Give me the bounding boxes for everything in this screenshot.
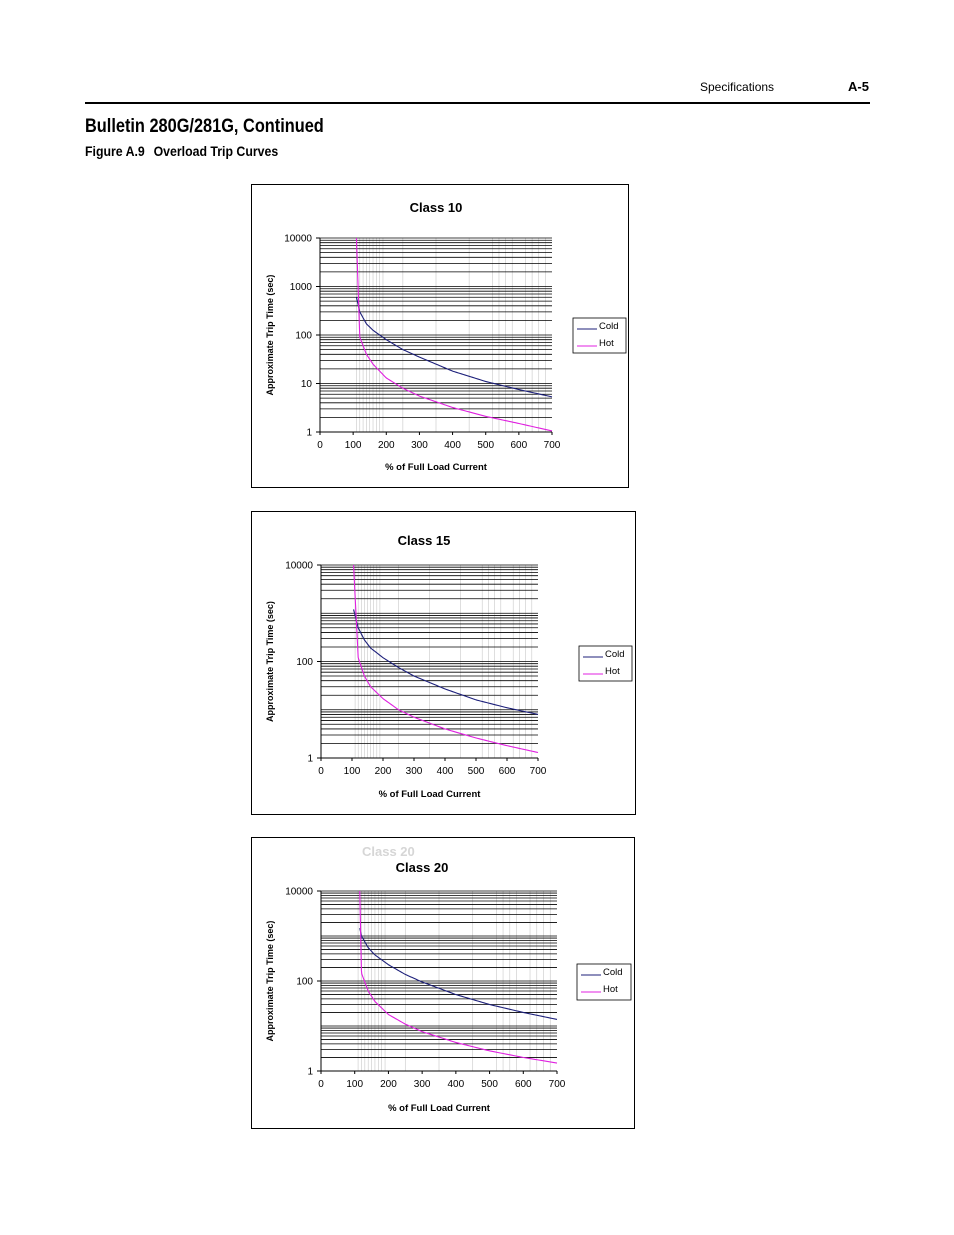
x-tick-label: 0 — [317, 440, 323, 451]
x-axis-label: % of Full Load Current — [388, 1103, 490, 1114]
chart-svg — [252, 512, 635, 814]
legend-label-cold: Cold — [599, 321, 619, 332]
x-tick-label: 400 — [436, 766, 454, 777]
figure-number: Figure A.9 — [85, 143, 145, 159]
y-axis-label: Approximate Trip Time (sec) — [265, 274, 275, 396]
chart-title: Class 20 — [395, 860, 449, 875]
header-section-label: Specifications — [700, 80, 775, 94]
y-tick-label: 1000 — [289, 282, 312, 293]
series-line-cold — [360, 928, 557, 1019]
series-line-hot — [356, 238, 552, 431]
legend-label-cold: Cold — [605, 649, 625, 660]
figure-caption-text: Overload Trip Curves — [153, 143, 279, 159]
x-tick-label: 500 — [481, 1079, 498, 1090]
x-tick-label: 700 — [548, 1079, 566, 1090]
x-tick-label: 600 — [514, 1079, 532, 1090]
y-tick-label: 100 — [295, 330, 312, 342]
x-tick-label: 400 — [447, 1079, 465, 1090]
x-tick-label: 200 — [377, 440, 395, 451]
header-page-number: A-5 — [848, 79, 869, 94]
x-tick-label: 600 — [510, 440, 528, 451]
x-tick-label: 300 — [413, 1079, 431, 1090]
x-tick-label: 400 — [444, 440, 461, 451]
y-tick-label: 1 — [306, 427, 312, 439]
y-tick-label: 10000 — [285, 560, 313, 572]
x-tick-label: 600 — [498, 766, 516, 777]
chart-legend — [577, 964, 631, 1000]
y-tick-label: 10 — [300, 379, 312, 390]
chart-svg — [252, 185, 628, 487]
legend-label-hot: Hot — [599, 338, 614, 349]
x-tick-label: 200 — [374, 766, 392, 777]
x-tick-label: 200 — [380, 1079, 397, 1090]
x-tick-label: 0 — [318, 766, 324, 777]
y-tick-label: 100 — [296, 976, 313, 988]
page-title: Bulletin 280G/281G, Continued — [85, 116, 324, 137]
chart-title: Class 10 — [409, 200, 463, 215]
x-tick-label: 300 — [411, 440, 428, 451]
y-axis-label: Approximate Trip Time (sec) — [265, 601, 275, 722]
x-tick-label: 500 — [477, 440, 495, 451]
chart-class-20 — [251, 837, 635, 1129]
chart-title: Class 15 — [397, 533, 451, 548]
x-tick-label: 100 — [343, 766, 361, 777]
figure-caption — [85, 143, 278, 159]
y-axis-label: Approximate Trip Time (sec) — [265, 920, 275, 1042]
chart-legend — [579, 646, 632, 681]
x-tick-label: 700 — [529, 766, 547, 777]
x-tick-label: 100 — [344, 440, 362, 451]
x-tick-label: 300 — [405, 766, 423, 777]
y-tick-label: 10000 — [284, 233, 312, 245]
y-tick-label: 10000 — [285, 886, 313, 898]
legend-label-hot: Hot — [603, 984, 618, 995]
chart-svg — [252, 838, 634, 1128]
y-tick-label: 1 — [307, 753, 313, 765]
y-tick-label: 100 — [296, 657, 313, 668]
series-line-hot — [360, 891, 557, 1063]
x-axis-label: % of Full Load Current — [385, 462, 487, 473]
chart-legend — [573, 318, 626, 353]
series-line-cold — [354, 609, 538, 714]
x-axis-label: % of Full Load Current — [378, 789, 481, 800]
x-tick-label: 500 — [467, 766, 485, 777]
legend-label-hot: Hot — [605, 666, 620, 677]
x-tick-label: 0 — [318, 1079, 324, 1090]
legend-label-cold: Cold — [603, 967, 623, 978]
faded-chart-title: Class 20 — [362, 844, 415, 859]
x-tick-label: 100 — [346, 1079, 364, 1090]
chart-class-15 — [251, 511, 636, 815]
header-rule — [85, 102, 870, 104]
x-tick-label: 700 — [543, 440, 561, 451]
y-tick-label: 1 — [307, 1066, 313, 1078]
chart-class-10 — [251, 184, 629, 488]
